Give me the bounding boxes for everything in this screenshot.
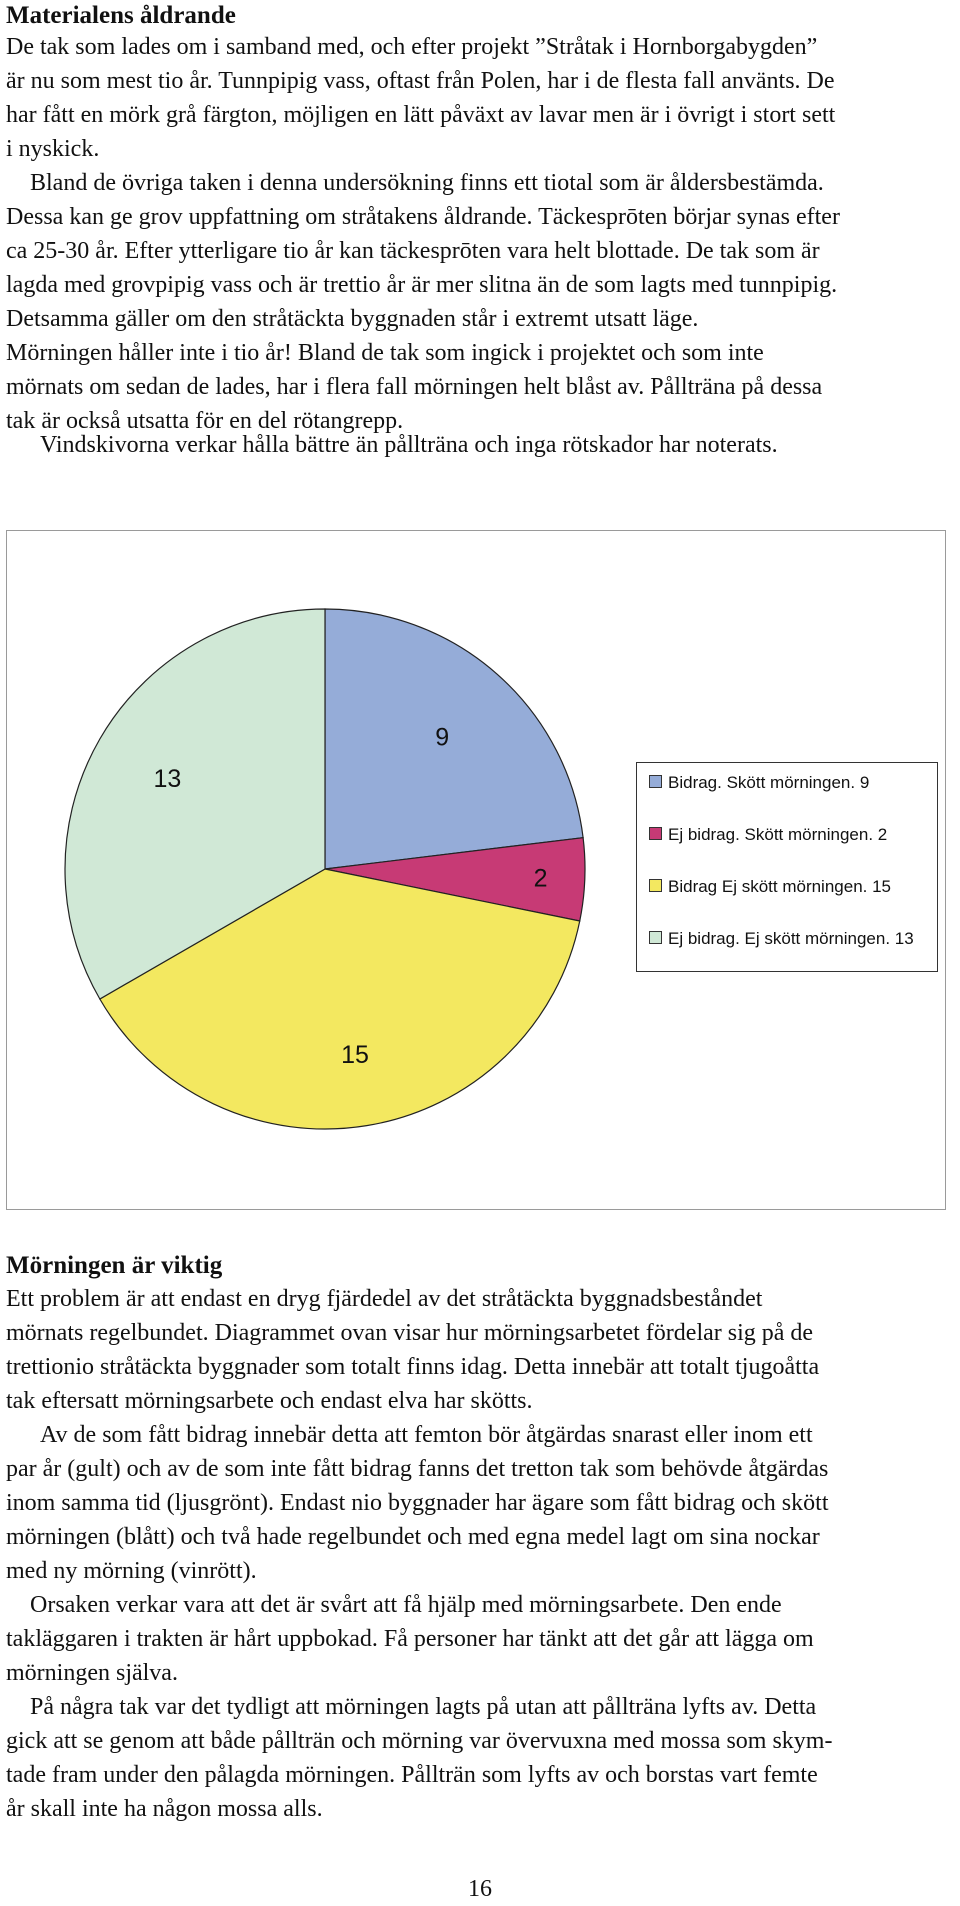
legend-swatch-magenta bbox=[649, 827, 662, 840]
paragraph-line: lagda med grovpipig vass och är trettio år är mer slitna än de som lagts med tunnpipig. bbox=[6, 272, 838, 298]
paragraph-line: mörningen (blått) och två hade regelbundet och med egna medel lagt om sina nockar bbox=[6, 1524, 820, 1550]
pie-data-label: 13 bbox=[153, 765, 182, 793]
legend-item bbox=[649, 877, 891, 897]
paragraph-line: Orsaken verkar vara att det är svårt att få hjälp med mörningsarbete. Den ende bbox=[30, 1592, 782, 1618]
paragraph-line: tak eftersatt mörningsarbete och endast elva har skötts. bbox=[6, 1388, 533, 1414]
legend-label: Ej bidrag. Skött mörningen. 2 bbox=[668, 825, 888, 844]
paragraph-line: ca 25-30 år. Efter ytterligare tio år kan täckesprōten vara helt blottade. De tak som är bbox=[6, 238, 820, 264]
paragraph-line: mörningen själva. bbox=[6, 1660, 178, 1686]
legend-swatch-lightgreen bbox=[649, 931, 662, 944]
paragraph-line: par år (gult) och av de som inte fått bidrag fanns det tretton tak som behövde åtgärdas bbox=[6, 1456, 829, 1482]
legend-swatch-blue bbox=[649, 775, 662, 788]
paragraph-line: har fått en mörk grå färgton, möjligen en lätt påväxt av lavar men är i övrigt i stort sett bbox=[6, 102, 836, 128]
paragraph-line: tade fram under den pålagda mörningen. Pållträn som lyfts av och borstas vart femte bbox=[6, 1762, 818, 1788]
paragraph-line: är nu som mest tio år. Tunnpipig vass, oftast från Polen, har i de flesta fall använts. De bbox=[6, 68, 835, 94]
paragraph-line: På några tak var det tydligt att mörningen lagts på utan att pållträna lyfts av. Detta bbox=[30, 1694, 817, 1720]
paragraph-line: med ny mörning (vinrött). bbox=[6, 1558, 257, 1584]
paragraph-line: De tak som lades om i samband med, och efter projekt ”Stråtak i Hornborgabygden” bbox=[6, 34, 818, 60]
legend-item bbox=[649, 825, 887, 845]
pie-data-label: 2 bbox=[533, 864, 548, 893]
legend-label: Bidrag. Skött mörningen. 9 bbox=[668, 773, 870, 792]
section-heading-materialens-aldrande: Materialens åldrande bbox=[6, 2, 236, 29]
paragraph-line: Bland de övriga taken i denna undersökning finns ett tiotal som är åldersbestämda. bbox=[30, 170, 824, 196]
page-number: 16 bbox=[468, 1876, 492, 1902]
legend-swatch-yellow bbox=[649, 879, 662, 892]
legend-label: Ej bidrag. Ej skött mörningen. 13 bbox=[668, 929, 914, 948]
pie-slice bbox=[325, 609, 583, 869]
legend-item bbox=[649, 929, 926, 949]
legend-label: Bidrag Ej skött mörningen. 15 bbox=[668, 877, 892, 896]
paragraph-line: Vindskivorna verkar hålla bättre än pållträna och inga rötskador har noterats. bbox=[40, 432, 778, 458]
paragraph-line: Detsamma gäller om den stråtäckta byggnaden står i extremt utsatt läge. bbox=[6, 306, 699, 332]
paragraph-line: gick att se genom att både pållträn och mörning var övervuxna med mossa som skym- bbox=[6, 1728, 833, 1754]
paragraph-line: år skall inte ha någon mossa alls. bbox=[6, 1796, 323, 1822]
legend-item bbox=[649, 773, 869, 793]
paragraph-line: Av de som fått bidrag innebär detta att femton bör åtgärdas snarast eller inom ett bbox=[40, 1422, 813, 1448]
paragraph-line: inom samma tid (ljusgrönt). Endast nio byggnader har ägare som fått bidrag och skött bbox=[6, 1490, 829, 1516]
paragraph-line: Dessa kan ge grov uppfattning om stråtakens åldrande. Täckesprōten börjar synas efter bbox=[6, 204, 840, 230]
paragraph-line: takläggaren i trakten är hårt uppbokad. Få personer har tänkt att det går att lägga om bbox=[6, 1626, 814, 1652]
paragraph-line: trettionio stråtäckta byggnader som totalt finns idag. Detta innebär att totalt tjugoåtta bbox=[6, 1354, 820, 1380]
section-heading-morningen-ar-viktig: Mörningen är viktig bbox=[6, 1252, 223, 1279]
paragraph-line: mörnats om sedan de lades, har i flera fall mörningen helt blåst av. Pållträna på dessa bbox=[6, 374, 823, 400]
pie-data-label: 15 bbox=[341, 1040, 369, 1069]
paragraph-line: Ett problem är att endast en dryg fjärdedel av det stråtäckta byggnadsbeståndet bbox=[6, 1286, 763, 1312]
chart-legend bbox=[636, 762, 938, 972]
paragraph-line: Mörningen håller inte i tio år! Bland de tak som ingick i projektet och som inte bbox=[6, 340, 764, 366]
pie-data-label: 9 bbox=[435, 723, 450, 752]
paragraph-line: mörnats regelbundet. Diagrammet ovan visar hur mörningsarbetet fördelar sig på de bbox=[6, 1320, 814, 1346]
paragraph-line: tak är också utsatta för en del rötangrepp. bbox=[6, 408, 404, 434]
paragraph-line: i nyskick. bbox=[6, 136, 100, 162]
